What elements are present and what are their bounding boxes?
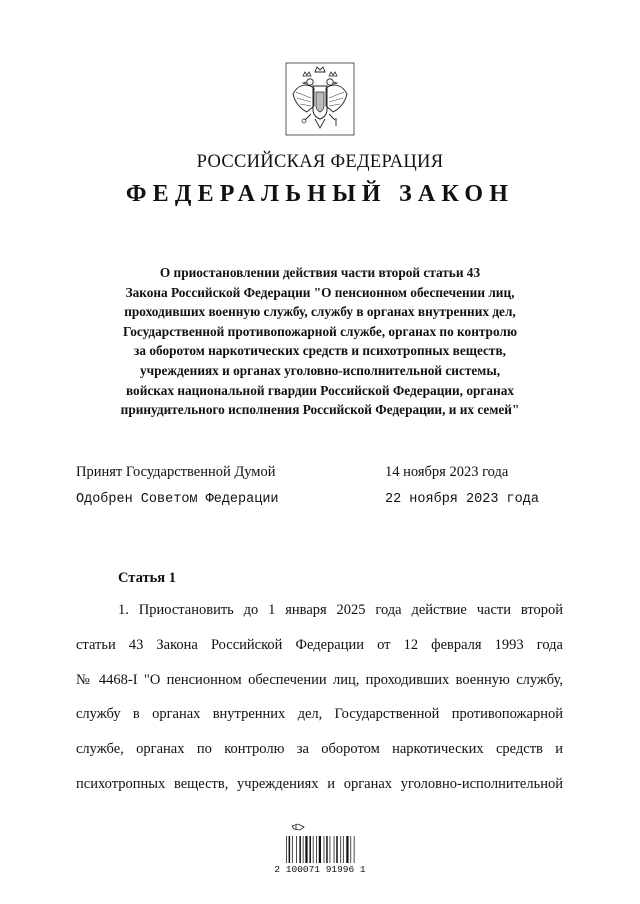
article-line: статьи 43 Закона Российской Федерации от 12 февраля 1993 года	[76, 636, 563, 653]
coat-of-arms-emblem	[285, 62, 355, 136]
article-line: психотропных веществ, учреждениях и органах уголовно-исполнительной	[76, 775, 563, 792]
article-body	[76, 599, 563, 808]
country-heading: РОССИЙСКАЯ ФЕДЕРАЦИЯ	[196, 152, 444, 172]
article-line: службе, органах по контролю за оборотом наркотических средств и	[76, 741, 563, 758]
title-line: учреждениях и органах уголовно-исполнительной системы,	[139, 362, 501, 378]
article-line: службу в органах внутренних дел, Государственной противопожарной	[76, 706, 563, 723]
title-line: Закона Российской Федерации "О пенсионном обеспечении лиц,	[125, 284, 515, 300]
title-line: за оборотом наркотических средств и психотропных веществ,	[134, 343, 506, 359]
council-approval-label: Одобрен Советом Федерации	[76, 492, 279, 507]
article-heading: Статья 1	[118, 570, 176, 586]
title-line: проходивших военную службу, службу в органах внутренних дел,	[124, 304, 516, 320]
title-line: О приостановлении действия части второй статьи 43	[159, 265, 481, 280]
law-title	[70, 263, 570, 420]
barcode-number: 2 100071 91996 1	[274, 864, 366, 875]
law-type-heading: ФЕДЕРАЛЬНЫЙ ЗАКОН	[125, 181, 515, 207]
title-line: принудительного исполнения Российской Федерации, и их семей"	[120, 402, 520, 418]
title-line: войсках национальной гвардии Российской Федерации, органах	[125, 382, 515, 398]
duma-adoption-label: Принят Государственной Думой	[76, 464, 276, 480]
title-line: Государственной противопожарной службе, органах по контролю	[122, 323, 518, 339]
article-line: № 4468-I "О пенсионном обеспечении лиц, проходивших военную службу,	[76, 671, 563, 688]
duma-adoption-date: 14 ноября 2023 года	[385, 464, 509, 480]
article-line: 1. Приостановить до 1 января 2025 года действие части второй	[118, 602, 563, 618]
council-approval-date: 22 ноября 2023 года	[385, 492, 539, 507]
